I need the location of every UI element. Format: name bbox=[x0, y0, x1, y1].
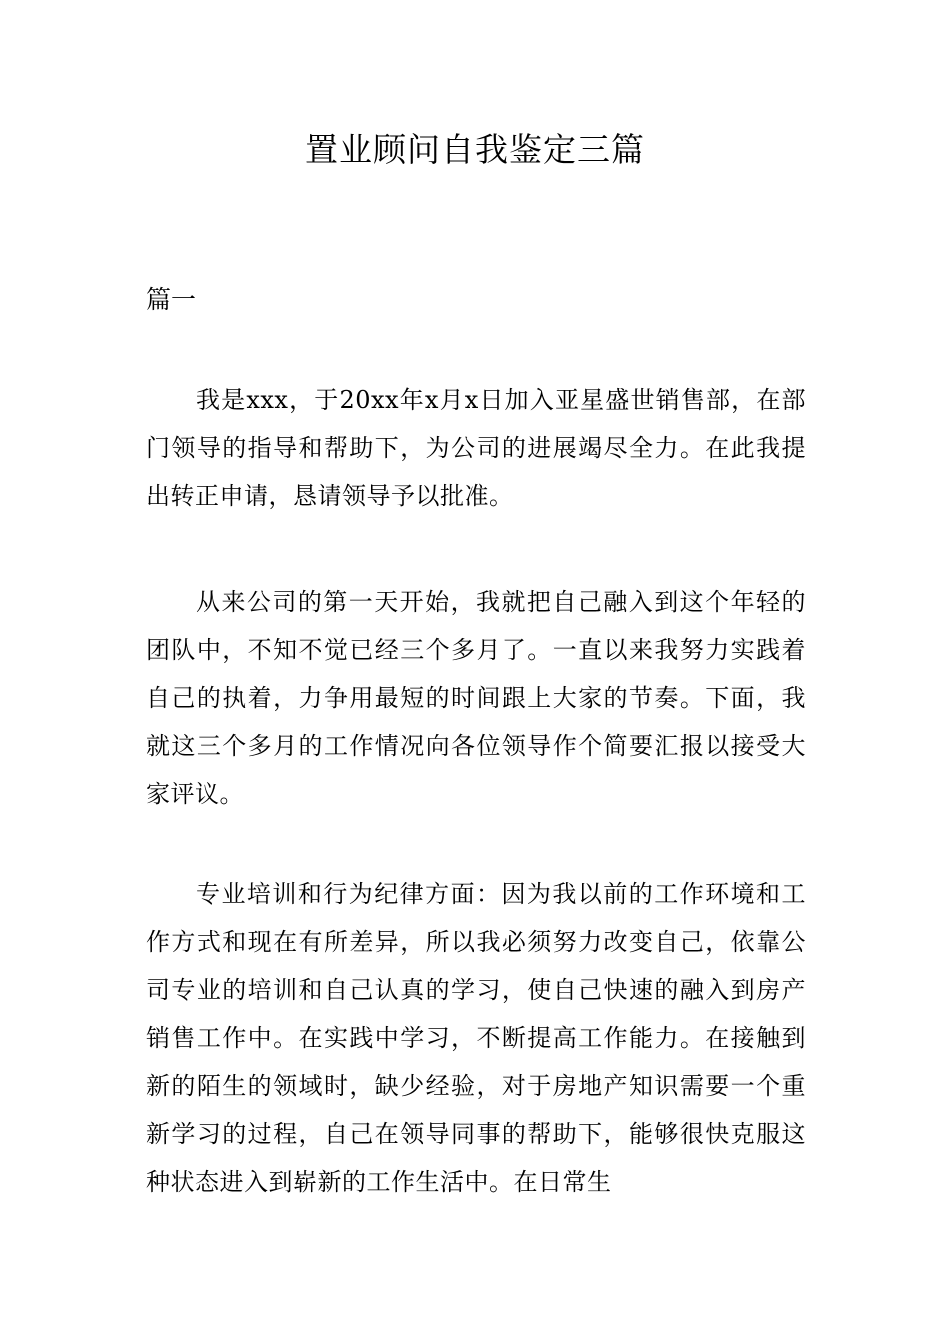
paragraph-2: 从来公司的第一天开始，我就把自己融入到这个年轻的团队中，不知不觉已经三个多月了。一直以来我努力实践着自己的执着，力争用最短的时间跟上大家的节奏。下面，我就这三个多月的工作情况向各位领导作个简要汇报以接受大家评议。 bbox=[146, 588, 806, 808]
paragraph-3: 专业培训和行为纪律方面：因为我以前的工作环境和工作方式和现在有所差异，所以我必须努力改变自己，依靠公司专业的培训和自己认真的学习，使自己快速的融入到房产销售工作中。在实践中学习，不断提高工作能力。在接触到新的陌生的领域时，缺少经验，对于房地产知识需要一个重新学习的过程，自己在领导同事的帮助下，能够很快克服这种状态进入到崭新的工作生活中。在日常生 bbox=[146, 880, 806, 1196]
document-title: 置业顾问自我鉴定三篇 bbox=[305, 130, 645, 169]
section-label: 篇一 bbox=[146, 285, 197, 314]
paragraph-1: 我是xxx，于20xx年x月x日加入亚星盛世销售部，在部门领导的指导和帮助下，为公司的进展竭尽全力。在此我提出转正申请，恳请领导予以批准。 bbox=[146, 386, 806, 510]
